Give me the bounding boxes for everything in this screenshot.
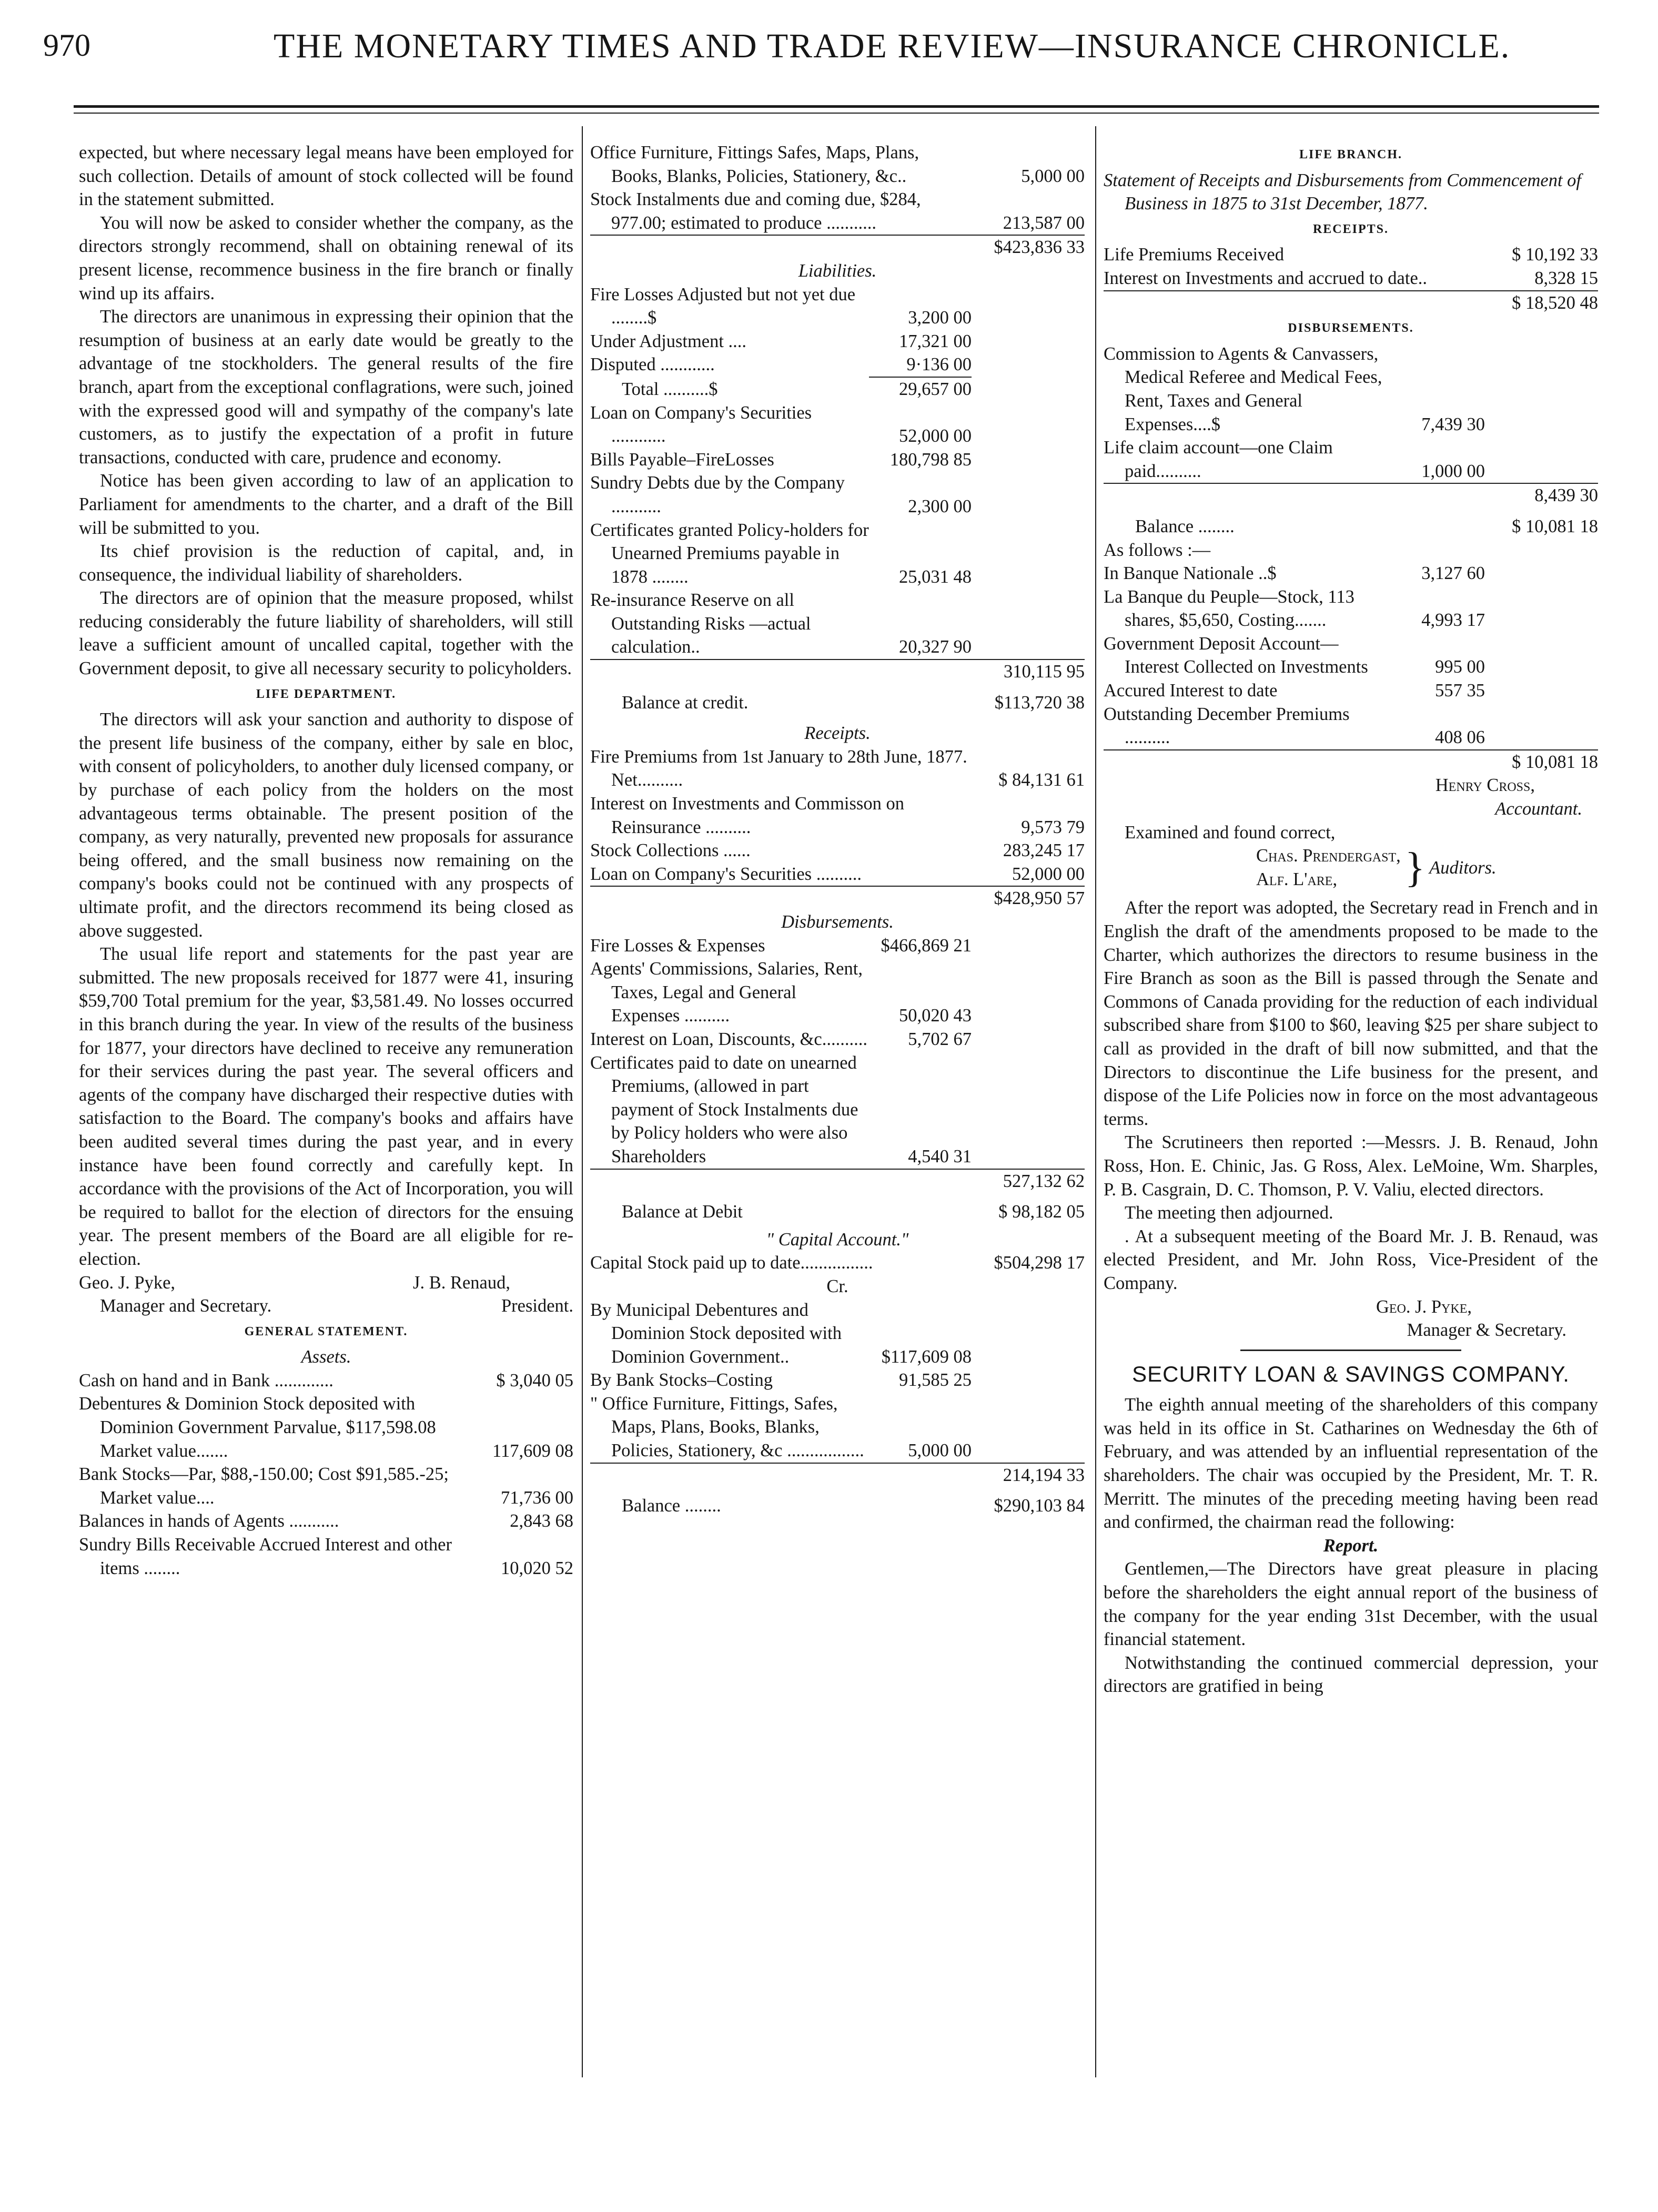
subheading-assets: Assets. bbox=[301, 1347, 351, 1367]
subheading-disbursements: DISBURSEMENTS. bbox=[1288, 321, 1414, 336]
paragraph: After the report was adopted, the Secretary read in French and in English the draft of the amendments proposed to be made to the Charter, which authorizes the directors to resume business in the Fire Branch as soon as the Bill is passed through the Senate and Commons of Canada providing for the reduction of each individual subscribed share from $100 to $60, leaving $25 per share subject to call as provided in the draft of bill now submitted, and that the Directors to discontinue the Life business for the present, and dispose of the Life Policies now in force on the most advantageous terms. bbox=[1104, 898, 1598, 1129]
ledger-row: Commission to Agents & Canvassers, Medical Referee and Medical Fees, Rent, Taxes and General Expenses....$ 7,439 30 bbox=[1104, 343, 1485, 434]
header-rule-thin bbox=[74, 113, 1599, 114]
ledger-row: Sundry Bills Receivable Accrued Interest and other items ........ 10,020 52 bbox=[79, 1535, 573, 1578]
paragraph: The directors are unanimous in expressing their opinion that the resumption of business at an early date would be greatly to the advantage of tne stockholders. The general results of the fire branch, apart from the exceptional conflagrations, were such, joined with the expressed good will and sympathy of the company's late customers, as to justify the expectation of a profit in future transactions, conducted with care, prudence and economy. bbox=[79, 307, 573, 468]
ledger-total: $ 10,081 18 bbox=[1104, 749, 1598, 774]
ledger-row: Fire Losses & Expenses $466,869 21 bbox=[590, 935, 972, 956]
ledger-total: $423,836 33 bbox=[590, 235, 1085, 259]
ledger-row: Interest on Investments and accrued to date.. 8,328 15 bbox=[1104, 268, 1598, 288]
subheading-cr: Cr. bbox=[826, 1276, 848, 1296]
column-2 bbox=[590, 141, 1085, 1518]
page-number: 970 bbox=[43, 28, 90, 63]
ledger-total: $428,950 57 bbox=[590, 886, 1085, 910]
paragraph: The eighth annual meeting of the shareholders of this company was held in its office in St. Catharines on Wednesday the 6th of February, and was attended by an influential representation of the shareholders. The chair was occupied by the President, Mr. T. R. Merritt. The minutes of the preceding meeting having been read and confirmed, the chairman read the following: bbox=[1104, 1395, 1598, 1533]
ledger-row: Loan on Company's Securities .......... 52,000 00 bbox=[590, 864, 1085, 884]
paragraph: . At a subsequent meeting of the Board Mr. J. B. Renaud, was elected President, and Mr. John Ross, Vice-President of the Company. bbox=[1104, 1226, 1598, 1293]
ledger-balance: Balance at credit. $113,720 38 bbox=[622, 692, 1085, 713]
ledger-row: Office Furniture, Fittings Safes, Maps, Plans, Books, Blanks, Policies, Stationery, &c.. 5,000 00 bbox=[590, 143, 1085, 186]
paragraph: The Scrutineers then reported :—Messrs. J. B. Renaud, John Ross, Hon. E. Chinic, Jas. G Ross, Alex. LeMoine, Wm. Sharples, P. B. Casgrain, D. C. Thomson, P. V. Valiu, elected directors. bbox=[1104, 1132, 1598, 1200]
auditors-label: Auditors. bbox=[1429, 857, 1497, 878]
section-heading-general: GENERAL STATEMENT. bbox=[244, 1324, 408, 1338]
ledger-total: 214,194 33 bbox=[590, 1463, 1085, 1487]
ledger-balance: Balance ........ $290,103 84 bbox=[622, 1496, 1085, 1516]
ledger-row: Stock Collections ...... 283,245 17 bbox=[590, 840, 1085, 861]
signatory-name: J. B. Renaud, bbox=[413, 1272, 510, 1293]
article-title: SECURITY LOAN & SAVINGS COMPANY. bbox=[1132, 1361, 1570, 1386]
ledger-row: Balances in hands of Agents ........... 2,843 68 bbox=[79, 1511, 573, 1531]
ledger-row: Certificates granted Policy-holders for Unearned Premiums payable in 1878 ........ 25,031 48 bbox=[590, 520, 972, 587]
section-divider bbox=[1240, 1349, 1461, 1351]
ledger-row: Capital Stock paid up to date................ $504,298 17 bbox=[590, 1253, 1085, 1273]
ledger-row: Government Deposit Account—Interest Collected on Investments 995 00 bbox=[1104, 633, 1485, 677]
signature-block-titles bbox=[79, 1294, 573, 1318]
section-heading-life-branch: LIFE BRANCH. bbox=[1299, 148, 1403, 161]
ledger-row: Interest on Investments and Commisson on Reinsurance .......... 9,573 79 bbox=[590, 794, 1085, 837]
ledger-row: Re-insurance Reserve on all Outstanding Risks —actual calculation.. 20,327 90 bbox=[590, 590, 972, 657]
paragraph: Gentlemen,—The Directors have great pleasure in placing before the shareholders the eight annual report of the business of the company for the year ending 31st December, with the usual financial statement. bbox=[1104, 1559, 1598, 1650]
auditor-name: Alf. L'are, bbox=[1256, 869, 1338, 889]
signatory-title: President. bbox=[501, 1296, 573, 1316]
column-1 bbox=[79, 141, 573, 1580]
ledger-total: 8,439 30 bbox=[1104, 483, 1598, 508]
ledger-row: Accured Interest to date 557 35 bbox=[1104, 681, 1485, 701]
ledger-row: Fire Losses Adjusted but not yet due ........$ 3,200 00 bbox=[590, 284, 972, 328]
ledger-row: Sundry Debts due by the Company ........... 2,300 00 bbox=[590, 473, 972, 516]
column-3 bbox=[1104, 141, 1598, 1698]
ledger-row: By Municipal Debentures and Dominion Stock deposited with Dominion Government.. $117,609 08 bbox=[590, 1300, 972, 1367]
signatory-name: Geo. J. Pyke, bbox=[1376, 1296, 1472, 1317]
subheading-receipts: Receipts. bbox=[804, 723, 871, 744]
brace: } bbox=[1404, 844, 1426, 891]
column-rule-1 bbox=[582, 126, 583, 2077]
ledger-row: Life Premiums Received $ 10,192 33 bbox=[1104, 245, 1598, 265]
ledger-row: Agents' Commissions, Salaries, Rent, Taxes, Legal and General Expenses .......... 50,020 43 bbox=[590, 959, 972, 1026]
ledger-row: Stock Instalments due and coming due, $284, 977.00; estimated to produce ........... 213,587 00 bbox=[590, 189, 1085, 233]
subheading-liabilities: Liabilities. bbox=[798, 260, 877, 281]
paragraph: The meeting then adjourned. bbox=[1125, 1203, 1333, 1223]
ledger-row: Fire Premiums from 1st January to 28th June, 1877. Net.......... $ 84,131 61 bbox=[590, 746, 1085, 790]
paragraph: expected, but where necessary legal means have been employed for such collection. Details of amount of stock collected will be found in the statement submitted. bbox=[79, 143, 573, 210]
ledger-row: " Office Furniture, Fittings, Safes, Maps, Plans, Books, Blanks, Policies, Stationery, &c ................. 5,000 00 bbox=[590, 1393, 972, 1461]
ledger-row: Bank Stocks—Par, $88,-150.00; Cost $91,585.-25; Market value.... 71,736 00 bbox=[79, 1464, 573, 1508]
ledger-total: 527,132 62 bbox=[590, 1169, 1085, 1193]
ledger-row: La Banque du Peuple—Stock, 113 shares, $5,650, Costing....... 4,993 17 bbox=[1104, 586, 1485, 631]
ledger-total: 310,115 95 bbox=[590, 659, 1085, 684]
ledger-row: Life claim account—one Claim paid.......... 1,000 00 bbox=[1104, 438, 1485, 481]
ledger-row: Outstanding December Premiums .......... 408 06 bbox=[1104, 704, 1485, 748]
subheading-capital: " Capital Account." bbox=[766, 1229, 909, 1250]
ledger-row: Loan on Company's Securities ............ 52,000 00 bbox=[590, 402, 972, 447]
ledger-subtotal: Total ..........$ 29,657 00 bbox=[590, 377, 1085, 401]
accountant-title: Accountant. bbox=[1495, 799, 1582, 819]
header-rule-thick bbox=[74, 105, 1599, 108]
signatory-name: Geo. J. Pyke, bbox=[79, 1272, 176, 1293]
statement-title: Statement of Receipts and Disbursements from Commencement of Business in 1875 to 31st December, 1877. bbox=[1104, 170, 1582, 214]
examined-note: Examined and found correct, bbox=[1125, 822, 1336, 843]
signature-block bbox=[79, 1271, 573, 1295]
auditors-block bbox=[1256, 844, 1598, 891]
ledger-row: Disputed ............ 9·136 00 bbox=[590, 354, 972, 375]
running-head: THE MONETARY TIMES AND TRADE REVIEW—INSURANCE CHRONICLE. bbox=[274, 27, 1511, 65]
ledger-row: Interest on Loan, Discounts, &c.......... 5,702 67 bbox=[590, 1029, 972, 1049]
ledger-row: Debentures & Dominion Stock deposited with Dominion Government Parvalue, $117,598.08 Market value....... 117,609 08 bbox=[79, 1394, 573, 1461]
ledger-balance: Balance at Debit $ 98,182 05 bbox=[622, 1202, 1085, 1222]
signatory-title: Manager & Secretary. bbox=[1407, 1320, 1566, 1341]
ledger-row: Cash on hand and in Bank ............. $ 3,040 05 bbox=[79, 1370, 573, 1391]
accountant-name: Henry Cross, bbox=[1435, 775, 1535, 796]
paragraph: The directors are of opinion that the measure proposed, whilst reducing considerably the future liability of shareholders, will still leave a sufficient amount of uncalled capital, together with the Government deposit, to give all necessary security to policyholders. bbox=[79, 588, 573, 679]
subheading-receipts: RECEIPTS. bbox=[1312, 222, 1389, 236]
ledger-balance: Balance ........ $ 10,081 18 bbox=[1135, 516, 1598, 536]
paragraph: Its chief provision is the reduction of capital, and, in consequence, the individual liability of shareholders. bbox=[79, 541, 573, 585]
section-heading-life: LIFE DEPARTMENT. bbox=[256, 687, 397, 701]
paragraph: Notice has been given according to law of an application to Parliament for amendments to the charter, and a draft of the Bill will be submitted to you. bbox=[79, 471, 573, 538]
as-follows: As follows :— bbox=[1104, 540, 1211, 560]
ledger-row: Under Adjustment .... 17,321 00 bbox=[590, 331, 972, 351]
paragraph: The usual life report and statements for the past year are submitted. The new proposals received for 1877 were 41, insuring $59,700 Total premium for the year, $3,581.49. No losses occurred in this branch during the year. In view of the results of the business for 1877, your directors have declined to receive any remuneration for their services during the past year. The several officers and agents of the company have discharged their respective duties with satisfaction to the Board. The company's books and affairs have been audited several times during the past year, and in every instance have been found correctly and carefully kept. In accordance with the provisions of the Act of Incorporation, you will be required to ballot for the election of directors for the ensuing year. The present members of the Board are all eligible for re-election. bbox=[79, 944, 573, 1269]
paragraph: The directors will ask your sanction and authority to dispose of the present life business of the company, either by sale en bloc, with consent of policyholders, to another duly licensed company, or by purchase of each policy from the holders on the most advantageous terms obtainable. The present position of the company, as very naturally, prevented new proposals for assurance being offered, and the small business now remaining on the company's books could not be continued with any prospects of ultimate profit, and the directors recommend its being closed as above suggested. bbox=[79, 709, 573, 941]
paragraph: Notwithstanding the continued commercial depression, your directors are gratified in being bbox=[1104, 1652, 1598, 1697]
ledger-row: Certificates paid to date on unearned Premiums, (allowed in part payment of Stock Instalments due by Policy holders who were also Shareholders 4,540 31 bbox=[590, 1052, 972, 1166]
ledger-row: Bills Payable–FireLosses 180,798 85 bbox=[590, 449, 972, 470]
ledger-row: By Bank Stocks–Costing 91,585 25 bbox=[590, 1370, 972, 1391]
column-rule-2 bbox=[1095, 126, 1096, 2077]
ledger-total: $ 18,520 48 bbox=[1104, 290, 1598, 315]
subheading-disbursements: Disbursements. bbox=[781, 912, 894, 932]
signatory-title: Manager and Secretary. bbox=[100, 1296, 272, 1316]
auditor-name: Chas. Prendergast, bbox=[1256, 846, 1401, 866]
ledger-row: In Banque Nationale ..$ 3,127 60 bbox=[1104, 563, 1485, 584]
paragraph: You will now be asked to consider whether the company, as the directors strongly recommend, shall on obtaining renewal of its present license, recommence business in the fire branch or finally wind up its affairs. bbox=[79, 212, 573, 303]
subheading-report: Report. bbox=[1323, 1535, 1379, 1556]
